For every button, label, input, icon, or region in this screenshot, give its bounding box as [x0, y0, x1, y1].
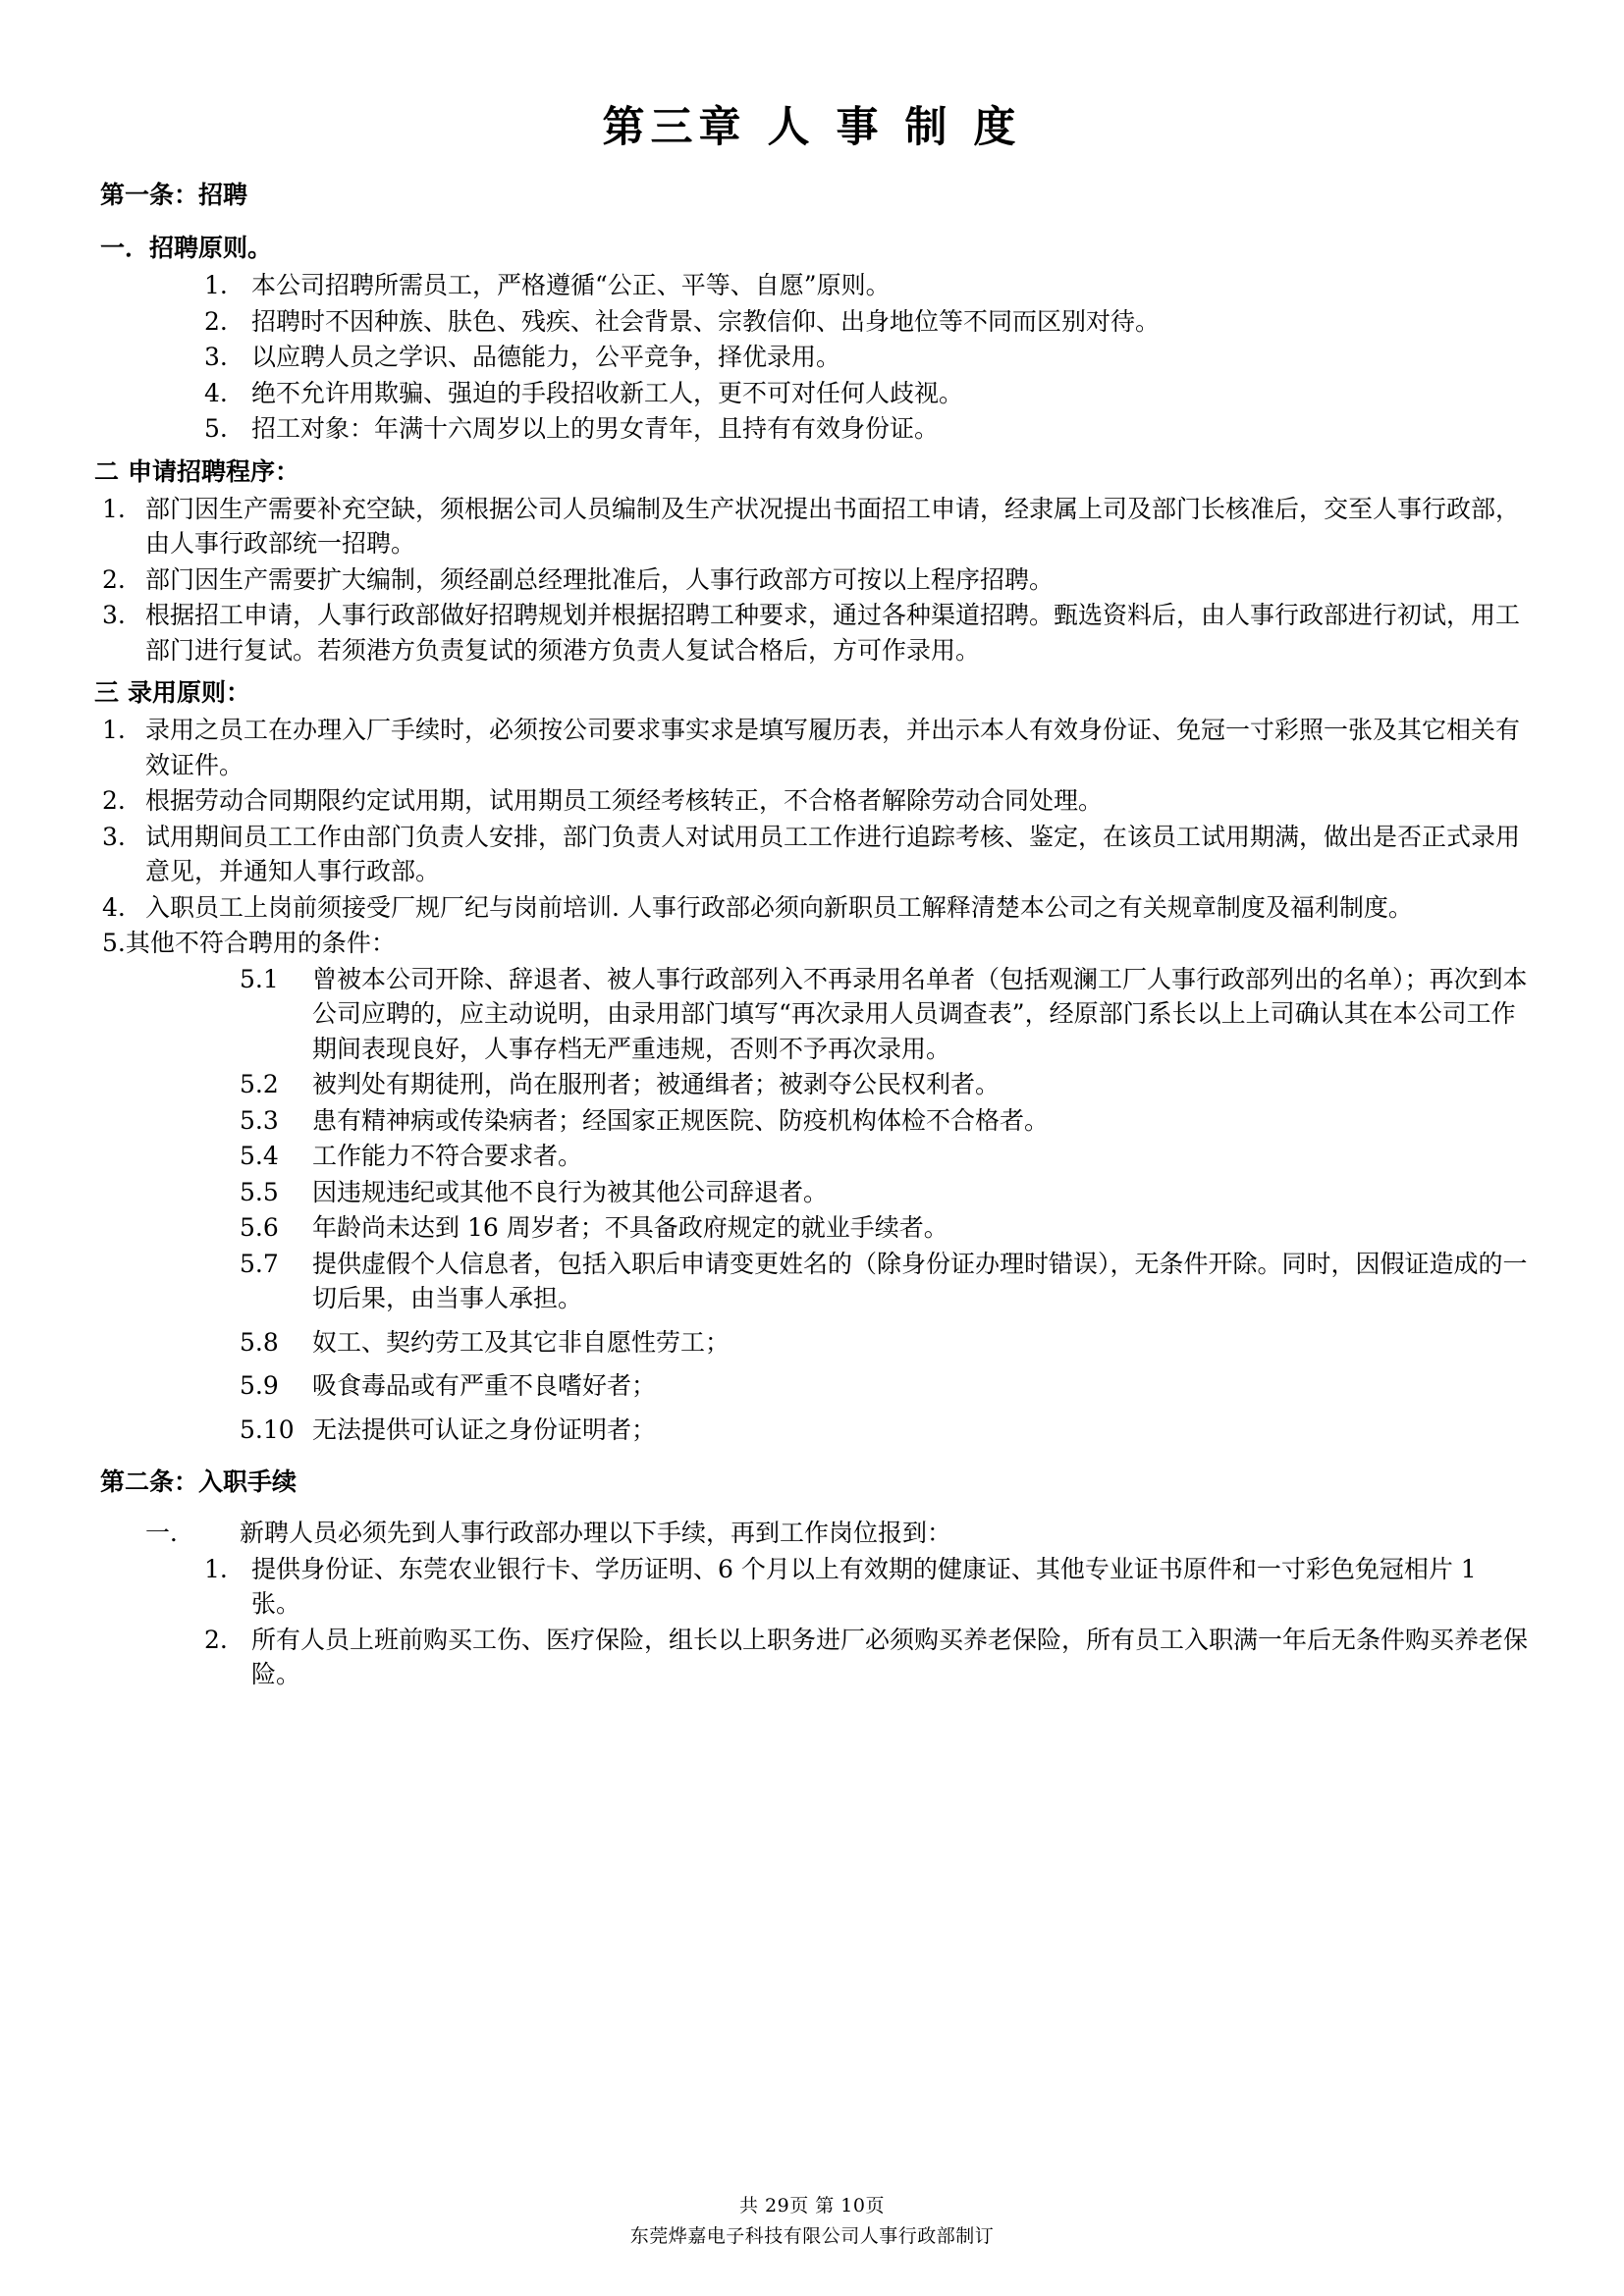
list-marker: 1.: [102, 716, 126, 744]
list-text: 根据劳动合同期限约定试用期，试用期员工须经考核转正，不合格者解除劳动合同处理。: [145, 786, 1104, 815]
list-item: [94, 1516, 1530, 1551]
list-marker: 2.: [102, 564, 126, 594]
list-text: 无法提供可认证之身份证明者；: [312, 1415, 657, 1444]
page-footer: [0, 2191, 1624, 2251]
list-item: [94, 1368, 1530, 1404]
list-marker: 一．: [145, 1519, 195, 1547]
list-text: 招聘时不因种族、肤色、残疾、社会背景、宗教信仰、出身地位等不同而区别对待。: [251, 306, 1161, 336]
list-marker: 4.: [102, 892, 126, 922]
list-marker: 5.8: [240, 1327, 279, 1357]
list-marker: 3.: [204, 343, 228, 371]
list-text: 年龄尚未达到 16 周岁者；不具备政府规定的就业手续者。: [312, 1213, 948, 1242]
list-text: 本公司招聘所需员工，严格遵循“公正、平等、自愿”原则。: [251, 271, 891, 299]
list-item: [94, 492, 1530, 561]
section-number: 三: [94, 678, 120, 707]
list-marker: 4.: [204, 378, 228, 407]
section-title: 录用原则：: [128, 678, 251, 707]
list-text: 曾被本公司开除、辞退者、被人事行政部列入不再录用名单者（包括观澜工厂人事行政部列出的名单）；再次到本公司应聘的，应主动说明，由录用部门填写“再次录用人员调查表”，经原部门系长以上上司确认其在本公司工作期间表现良好，人事存档无严重违规，否则不予再次录用。: [312, 964, 1528, 1063]
list-marker: 5.6: [240, 1213, 279, 1242]
list-item: [94, 962, 1530, 1067]
list-marker: 5.1: [240, 964, 279, 993]
list-item: [94, 598, 1530, 667]
section-heading-recruit-principles: [94, 229, 1530, 264]
list-text: 5.其他不符合聘用的条件：: [102, 929, 396, 957]
list-text: 因违规违纪或其他不良行为被其他公司辞退者。: [312, 1177, 829, 1206]
list-marker: 2.: [204, 1625, 228, 1654]
list-item: [94, 1325, 1530, 1361]
section-number: 二: [94, 456, 120, 486]
list-text: 工作能力不符合要求者。: [312, 1142, 583, 1170]
list-text: 患有精神病或传染病者；经国家正规医院、防疫机构体检不合格者。: [312, 1105, 1050, 1135]
section-number: 一．: [100, 234, 150, 262]
list-marker: 2.: [204, 306, 228, 336]
list-text: 试用期间员工工作由部门负责人安排，部门负责人对试用员工工作进行追踪考核、鉴定，在该员工试用期满，做出是否正式录用意见，并通知人事行政部。: [145, 822, 1521, 885]
list-text: 提供虚假个人信息者，包括入职后申请变更姓名的（除身份证办理时错误），无条件开除。同时，因假证造成的一切后果，由当事人承担。: [312, 1249, 1528, 1312]
list-item: [94, 783, 1530, 819]
list-marker: 5.2: [240, 1070, 279, 1098]
list-text: 提供身份证、东莞农业银行卡、学历证明、6 个月以上有效期的健康证、其他专业证书原件和一寸彩色免冠相片 1 张。: [251, 1554, 1477, 1618]
list-marker: 3.: [102, 601, 126, 629]
list-item: [94, 1175, 1530, 1210]
list-marker: 5.7: [240, 1249, 279, 1278]
list-marker: 5.: [204, 414, 228, 443]
footer-company: 东莞烨嘉电子科技有限公司人事行政部制订: [629, 2224, 995, 2247]
list-text: 奴工、契约劳工及其它非自愿性劳工；: [312, 1327, 731, 1357]
list-text: 入职员工上岗前须接受厂规厂纪与岗前培训. 人事行政部必须向新职员工解释清楚本公司之有关规章制度及福利制度。: [145, 892, 1413, 922]
list-marker: 5.5: [240, 1177, 279, 1206]
section-title: 招聘原则。: [149, 234, 273, 262]
list-text: 招工对象：年满十六周岁以上的男女青年，且持有有效身份证。: [251, 414, 940, 443]
list-text: 所有人员上班前购买工伤、医疗保险，组长以上职务进厂必须购买养老保险，所有员工入职满一年后无条件购买养老保险。: [251, 1625, 1529, 1688]
list-item: [94, 340, 1530, 375]
list-item: [94, 1247, 1530, 1316]
list-text: 部门因生产需要补充空缺，须根据公司人员编制及生产状况提出书面招工申请，经隶属上司及部门长核准后，交至人事行政部，由人事行政部统一招聘。: [145, 494, 1521, 558]
article-1-heading: 第一条：招聘: [100, 181, 248, 209]
list-item: [94, 304, 1530, 340]
page-title: 第三章 人 事 制 度: [602, 103, 1022, 152]
list-item: [94, 1413, 1530, 1448]
list-item: [94, 713, 1530, 782]
section-title: 申请招聘程序：: [128, 456, 300, 486]
list-marker: 3.: [102, 822, 126, 851]
list-marker: 5.9: [240, 1371, 279, 1400]
section-heading-apply-procedure: [94, 453, 1530, 488]
list-item: [94, 411, 1530, 447]
list-marker: 1.: [102, 494, 126, 523]
list-item: [94, 890, 1530, 926]
list-item: [94, 1623, 1530, 1692]
list-text: 以应聘人员之学识、品德能力，公平竞争，择优录用。: [251, 343, 841, 371]
article-2-heading: 第二条：入职手续: [100, 1468, 298, 1496]
list-text: 录用之员工在办理入厂手续时，必须按公司要求事实求是填写履历表，并出示本人有效身份证、免冠一寸彩照一张及其它相关有效证件。: [145, 716, 1521, 779]
list-item: [94, 1552, 1530, 1622]
list-text: 新聘人员必须先到人事行政部办理以下手续，再到工作岗位报到：: [240, 1519, 952, 1547]
list-item: [94, 1103, 1530, 1139]
list-marker: 1.: [204, 271, 228, 299]
list-text: 吸食毒品或有严重不良嗜好者；: [312, 1371, 657, 1400]
list-item: [94, 1139, 1530, 1174]
list-item: [94, 820, 1530, 889]
list-item: [94, 1067, 1530, 1102]
list-text: 部门因生产需要扩大编制，须经副总经理批准后，人事行政部方可按以上程序招聘。: [145, 564, 1055, 594]
list-marker: 5.10: [240, 1415, 295, 1444]
list-item: [94, 562, 1530, 598]
list-text: 被判处有期徒刑，尚在服刑者；被通缉者；被剥夺公民权利者。: [312, 1070, 1001, 1098]
list-marker: 1.: [204, 1554, 228, 1583]
list-item: [94, 268, 1530, 303]
list-text: 绝不允许用欺骗、强迫的手段招收新工人，更不可对任何人歧视。: [251, 378, 964, 407]
list-marker: 5.3: [240, 1105, 279, 1135]
list-marker: 2.: [102, 786, 126, 815]
list-item: [94, 1210, 1530, 1246]
list-item-other-conditions: [94, 926, 1530, 961]
page-number: 共 29页 第 10页: [739, 2195, 885, 2217]
list-text: 根据招工申请，人事行政部做好招聘规划并根据招聘工种要求，通过各种渠道招聘。甄选资料后，由人事行政部进行初试，用工部门进行复试。若须港方负责复试的须港方负责人复试合格后，方可作录用。: [145, 601, 1521, 665]
list-item: [94, 376, 1530, 411]
list-marker: 5.4: [240, 1142, 279, 1170]
section-heading-hiring-principles: [94, 673, 1530, 709]
